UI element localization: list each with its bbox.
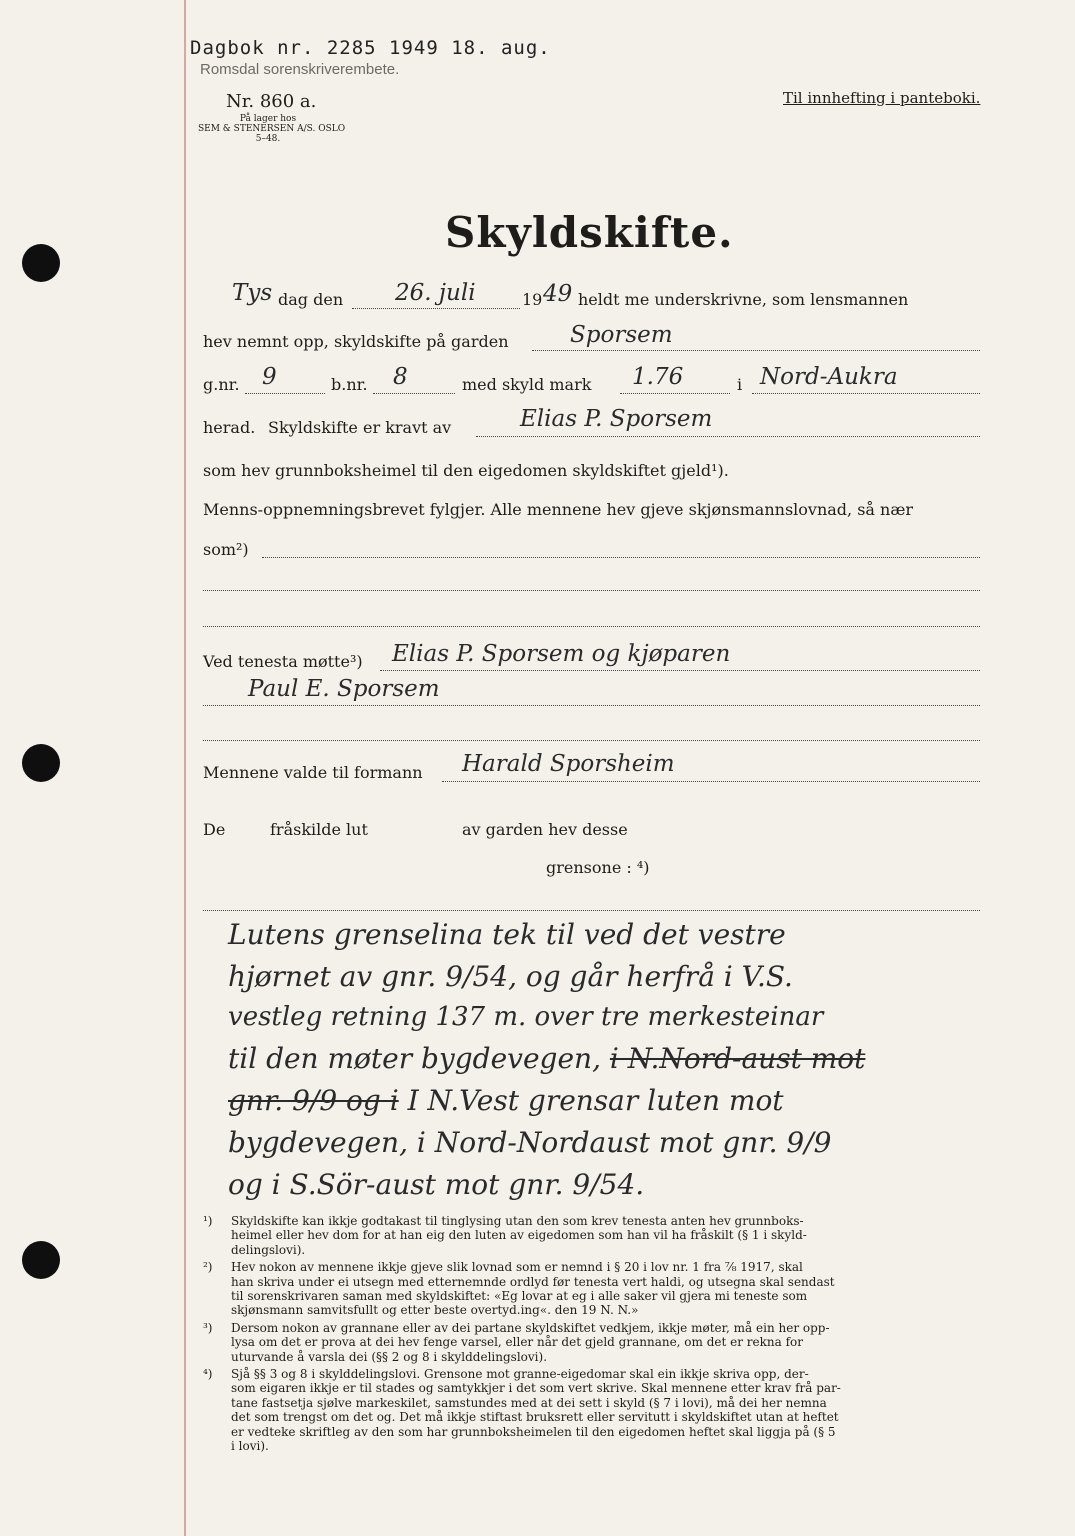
- line1-text: heldt me underskrivne, som lensmannen: [578, 290, 909, 309]
- printer-line: SEM & STENERSEN A/S. OSLO: [198, 124, 346, 134]
- fill-line: [620, 393, 730, 394]
- handwritten-skyld: 1.76: [632, 364, 684, 390]
- footnote-text: Skyldskifte kan ikkje godtakast til tinglysing utan den som krev tenesta anten hev grunnboks- heimel eller hev dom for at han eig den luten av eigedomen som han vil ha fråskilt (§ 1 i skyld- delingslovi).: [231, 1214, 807, 1257]
- footnote: [203, 1260, 983, 1318]
- document-title: Skyldskifte.: [445, 208, 734, 257]
- label-gnr: g.nr.: [203, 375, 240, 394]
- line5-text: som hev grunnboksheimel til den eigedomen skyldskiftet gjeld¹).: [203, 461, 729, 480]
- struck-text: gnr. 9/9 og i: [228, 1084, 399, 1117]
- footnotes: [203, 1214, 983, 1454]
- footnote: [203, 1214, 983, 1257]
- handwritten-bnr: 8: [393, 364, 408, 390]
- registry-stamp: [190, 37, 551, 59]
- line6-text: Menns-oppnemningsbrevet fylgjer. Alle mennene hev gjeve skjønsmannslovnad, så nær: [203, 500, 914, 519]
- label-present: Ved tenesta møtte³): [203, 652, 363, 671]
- footnote: [203, 1321, 983, 1364]
- label-century: 19: [522, 290, 543, 309]
- printer-line: 5–48.: [255, 134, 281, 144]
- label-grensone: grensone : ⁴): [546, 858, 650, 877]
- fill-line: [532, 350, 980, 351]
- boundary-line-3: vestleg retning 137 m. over tre merkesteinar: [228, 1002, 824, 1032]
- footnote-number: ²): [203, 1260, 213, 1275]
- fill-line: [203, 626, 980, 627]
- handwritten-year: 49: [543, 281, 573, 307]
- handwritten-farm: Sporsem: [570, 322, 673, 348]
- label-bnr: b.nr.: [331, 375, 368, 394]
- punch-hole: [22, 244, 60, 282]
- fill-line: [373, 393, 455, 394]
- fill-line: [203, 705, 980, 706]
- printer-line: På lager hos: [239, 114, 297, 124]
- boundary-text: til den møter bygdevegen,: [228, 1042, 601, 1075]
- diary-number: Dagbok nr. 2285 1949 18. aug.: [190, 37, 551, 59]
- form-number: Nr. 860 a.: [226, 91, 317, 112]
- binding-note: Til innhefting i panteboki.: [783, 89, 981, 107]
- footnote-number: ¹): [203, 1214, 213, 1228]
- handwritten-municipality: Nord-Aukra: [760, 364, 898, 390]
- footnote-text: Sjå §§ 3 og 8 i skylddelingslovi. Grensone mot granne-eigedomar skal ein ikkje skriva opp, der- som eigaren ikkje er til stades og samtykkjer i det som vert skrive. Skal mennene etter krav frå par- tane fastsetja sjølve markeskilet, samstundes med at dei sett i skyld (§ 7 i lovi), må dei her nemna det som trengst om det og. Det må ikkje stiftast bruksrett eller servitutt i skyldskiftet utan at heftet er vedteke skriftleg av den som har grunnboksheimelen til den eigedomen heftet skal liggja på (§ 5 i lovi).: [231, 1367, 841, 1454]
- struck-text: i N.Nord-aust mot: [609, 1042, 866, 1075]
- label-av-garden: av garden hev desse: [462, 820, 628, 839]
- boundary-line-1: Lutens grenselina tek til ved det vestre: [228, 918, 786, 951]
- footnote-text: Hev nokon av mennene ikkje gjeve slik lovnad som er nemnd i § 20 i lov nr. 1 fra ⅞ 1917, skal han skriva under ei utsegn med etternemnde ordlyd før tenesta vert haldi, og utsegna skal sendast til sorenskrivaren saman med skyldskiftet: «Eg lovar at eg i alle saker vil gjera mi teneste som skjønsmann samvitsfullt og etter beste overtyd.ing«. den 19 N. N.»: [231, 1260, 835, 1318]
- label-skyld: med skyld mark: [462, 375, 592, 394]
- margin-rule: [184, 0, 186, 1536]
- handwritten-gnr: 9: [262, 364, 277, 390]
- label-herad: herad.: [203, 418, 256, 437]
- boundary-text: I N.Vest grensar luten mot: [407, 1084, 784, 1117]
- boundary-line-2: hjørnet av gnr. 9/54, og går herfrå i V.S.: [228, 960, 793, 993]
- fill-line: [262, 557, 980, 558]
- label-requested-by: Skyldskifte er kravt av: [268, 418, 452, 437]
- handwritten-present-2: Paul E. Sporsem: [248, 676, 440, 702]
- label-day: dag den: [278, 290, 344, 309]
- boundary-line-7: og i S.Sör-aust mot gnr. 9/54.: [228, 1168, 645, 1201]
- punch-hole: [22, 744, 60, 782]
- fill-line: [203, 910, 980, 911]
- label-i: i: [737, 375, 743, 394]
- printer-imprint: [198, 114, 346, 144]
- boundary-line-4: [228, 1042, 865, 1075]
- punch-hole: [22, 1241, 60, 1279]
- label-chair: Mennene valde til formann: [203, 763, 423, 782]
- handwritten-date: 26. juli: [395, 280, 476, 306]
- fill-line: [380, 670, 980, 671]
- handwritten-weekday: Tys: [232, 280, 273, 306]
- fill-line: [245, 393, 325, 394]
- fill-line: [203, 740, 980, 741]
- handwritten-requested-by: Elias P. Sporsem: [520, 406, 713, 432]
- footnote: [203, 1367, 983, 1453]
- label-som: som²): [203, 540, 249, 559]
- boundary-line-5: [228, 1084, 784, 1117]
- footnote-text: Dersom nokon av grannane eller av dei partane skyldskiftet vedkjem, ikkje møter, må ein her opp- lysa om det er prova at dei hev fenge varsel, eller når det gjeld grannane, om det er rekna for uturvande å varsla dei (§§ 2 og 8 i skylddelingslovi).: [231, 1320, 830, 1364]
- fill-line: [476, 436, 980, 437]
- fill-line: [752, 393, 980, 394]
- handwritten-present-1: Elias P. Sporsem og kjøparen: [392, 641, 731, 667]
- boundary-line-6: bygdevegen, i Nord-Nordaust mot gnr. 9/9: [228, 1126, 832, 1159]
- fill-line: [203, 590, 980, 591]
- line2-text: hev nemnt opp, skyldskifte på garden: [203, 332, 509, 351]
- label-fraskilde: fråskilde lut: [270, 820, 368, 839]
- label-de: De: [203, 820, 226, 839]
- fill-line: [352, 308, 520, 309]
- handwritten-chair: Harald Sporsheim: [462, 751, 675, 777]
- fill-line: [442, 781, 980, 782]
- registry-office: Romsdal sorenskriverembete.: [200, 61, 400, 78]
- footnote-number: ³): [203, 1320, 213, 1335]
- footnote-number: ⁴): [203, 1367, 213, 1382]
